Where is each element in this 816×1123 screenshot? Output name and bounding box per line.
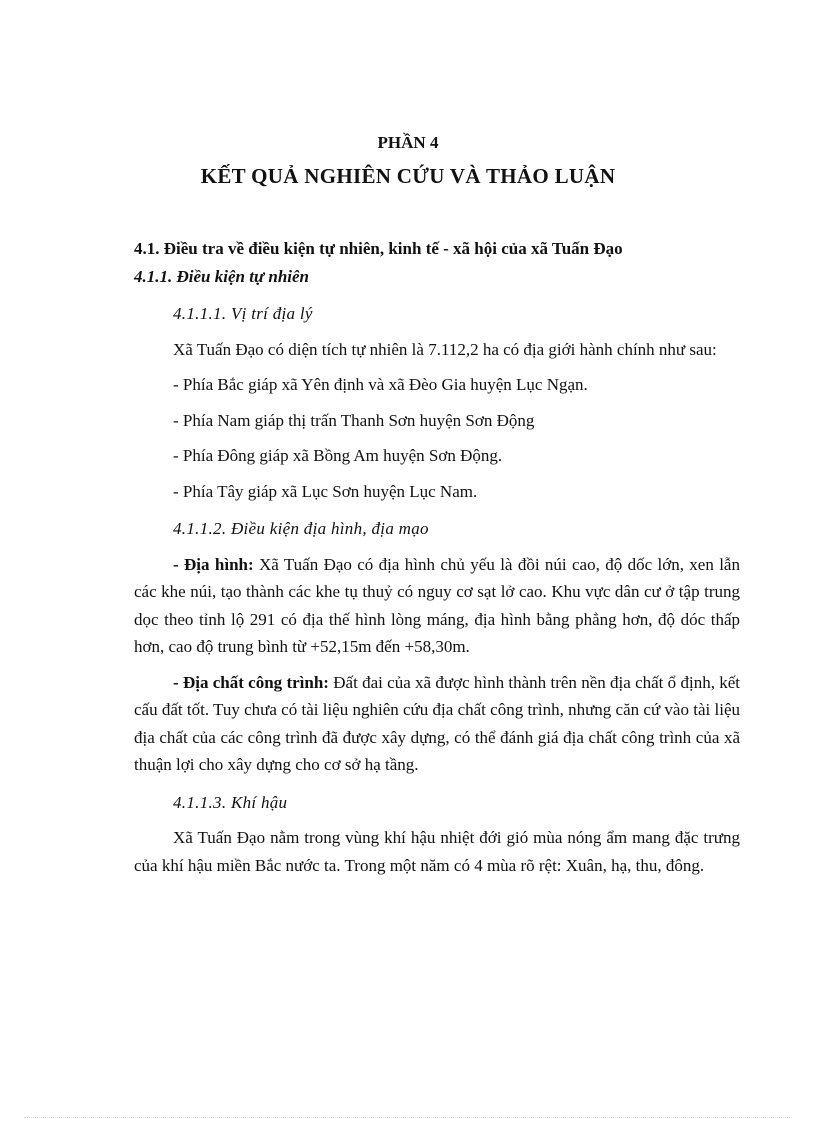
subsection-heading: 4.1.1. Điều kiện tự nhiên	[134, 266, 310, 286]
location-intro: Xã Tuấn Đạo có diện tích tự nhiên là 7.112,2 ha có địa giới hành chính như sau:	[173, 339, 717, 359]
climate-heading: 4.1.1.3. Khí hậu	[173, 792, 288, 812]
boundary-south: - Phía Nam giáp thị trấn Thanh Sơn huyện Sơn Động	[173, 410, 535, 430]
part-label: PHẦN 4	[377, 133, 439, 152]
geology-text: Đất đai của xã được hình thành trên nền địa chất ổ định, kết cấu đất tốt. Tuy chưa có tài liệu nghiên cứu địa chất công trình, nhưng căn cứ vào tài liệu địa chất của các công trình đã được xây dựng, có thể đánh giá địa chất công trình của xã thuận lợi cho xây dựng cho cơ sở hạ tầng.	[134, 672, 740, 774]
terrain-heading: 4.1.1.2. Điều kiện địa hình, địa mạo	[173, 519, 429, 538]
page-footer-divider	[24, 1117, 792, 1118]
topography-text: Xã Tuấn Đạo có địa hình chủ yếu là đồi núi cao, độ dốc lớn, xen lẫn các khe núi, tạo thành các khe tụ thuỷ có nguy cơ sạt lở cao. Khu vực dân cư ở tập trung dọc theo tỉnh lộ 291 có địa thế hình lòng máng, địa hình bằng phẳng hơn, độ dóc thấp hơn, cao độ trung bình từ +52,15m đến +58,30m.	[134, 554, 740, 656]
geology-paragraph	[134, 669, 740, 779]
climate-paragraph: Xã Tuấn Đạo nằm trong vùng khí hậu nhiệt đới gió mùa nóng ẩm mang đặc trưng của khí hậu miền Bắc nước ta. Trong một năm có 4 mùa rõ rệt: Xuân, hạ, thu, đông.	[134, 828, 740, 875]
section-heading: 4.1. Điều tra về điều kiện tự nhiên, kinh tế - xã hội của xã Tuấn Đạo	[134, 239, 623, 258]
boundary-north: - Phía Bắc giáp xã Yên định và xã Đèo Gia huyện Lục Ngạn.	[173, 375, 588, 394]
topography-paragraph	[134, 551, 740, 661]
geology-term: - Địa chất công trình:	[173, 672, 329, 692]
boundary-east: - Phía Đông giáp xã Bồng Am huyện Sơn Động.	[173, 446, 503, 465]
content-body	[134, 235, 740, 879]
boundary-west: - Phía Tây giáp xã Lục Sơn huyện Lục Nam.	[173, 481, 478, 501]
chapter-title: KẾT QUẢ NGHIÊN CỨU VÀ THẢO LUẬN	[200, 164, 616, 188]
topography-term: - Địa hình:	[173, 554, 254, 574]
location-heading: 4.1.1.1. Vị trí địa lý	[173, 304, 313, 323]
